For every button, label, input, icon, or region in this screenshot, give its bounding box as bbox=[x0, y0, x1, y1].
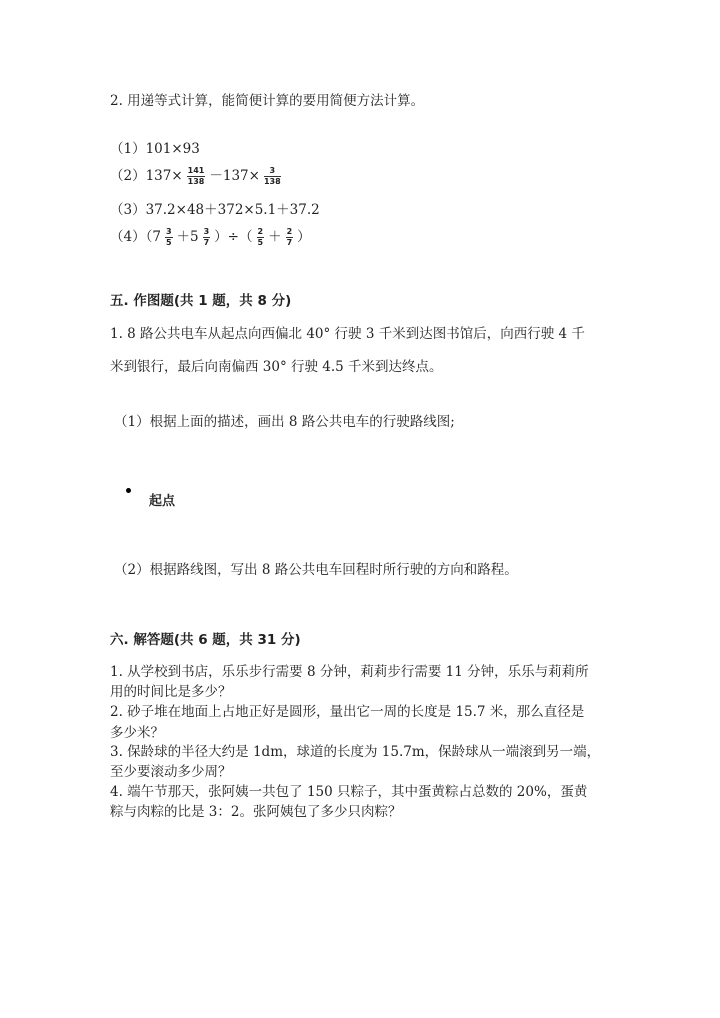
s5-q1-line2: 米到银行，最后向南偏西 30° 行驶 4.5 千米到达终点。 bbox=[110, 359, 443, 375]
q2-part2 bbox=[110, 164, 285, 187]
expr-text: ）÷（ bbox=[214, 229, 253, 245]
fraction: $\frac{2}{5}$ bbox=[257, 227, 264, 247]
q2-part3: （3）37.2×48＋372×5.1＋37.2 bbox=[110, 202, 320, 218]
s5-part1: （1）根据上面的描述，画出 8 路公共电车的行驶路线图; bbox=[114, 414, 455, 430]
s6-line: 至少要滚动多少周？ bbox=[110, 764, 232, 780]
s6-line: 2. 砂子堆在地面上占地正好是圆形，量出它一周的长度是 15.7 米，那么直径是 bbox=[110, 704, 585, 720]
s6-line: 粽与肉粽的比是 3：2。张阿姨包了多少只肉粽？ bbox=[110, 804, 402, 820]
expr-text: －137× bbox=[209, 168, 260, 184]
fraction: $\frac{141}{138}$ bbox=[187, 166, 205, 186]
expr-text: ） bbox=[297, 229, 311, 245]
expr-text: （4）（7 bbox=[110, 229, 161, 245]
fraction: $\frac{3}{138}$ bbox=[263, 166, 281, 186]
s5-part2: （2）根据路线图，写出 8 路公共电车回程时所行驶的方向和路程。 bbox=[114, 562, 518, 578]
q2-part4 bbox=[110, 225, 311, 248]
start-point-dot-icon bbox=[126, 488, 131, 493]
s5-q1-line1: 1. 8 路公共电车从起点向西偏北 40° 行驶 3 千米到达图书馆后，向西行驶 4 千 bbox=[110, 326, 585, 342]
s6-line: 1. 从学校到书店，乐乐步行需要 8 分钟，莉莉步行需要 11 分钟，乐乐与莉莉所 bbox=[110, 664, 589, 680]
expr-text: ＋ bbox=[268, 229, 282, 245]
s6-line: 多少米？ bbox=[110, 725, 164, 741]
section6-title: 六. 解答题(共 6 题，共 31 分) bbox=[110, 632, 301, 648]
s6-line: 4. 端午节那天，张阿姨一共包了 150 只粽子，其中蛋黄粽占总数的 20%，蛋黄 bbox=[110, 784, 588, 800]
q2-part1: （1）101×93 bbox=[110, 141, 200, 157]
expr-text: （2）137× bbox=[110, 168, 183, 184]
s6-line: 3. 保龄球的半径大约是 1dm，球道的长度为 15.7m，保龄球从一端滚到另一端， bbox=[110, 744, 601, 760]
q2-title: 2. 用递等式计算，能简便计算的要用简便方法计算。 bbox=[110, 93, 425, 109]
fraction: $\frac{2}{7}$ bbox=[286, 227, 293, 247]
expr-text: ＋5 bbox=[176, 229, 199, 245]
fraction: $\frac{3}{7}$ bbox=[203, 227, 210, 247]
start-label: 起点 bbox=[149, 494, 176, 509]
s6-line: 用的时间比是多少？ bbox=[110, 684, 232, 700]
fraction: $\frac{3}{5}$ bbox=[165, 227, 172, 247]
section5-title: 五. 作图题(共 1 题，共 8 分) bbox=[110, 293, 292, 309]
